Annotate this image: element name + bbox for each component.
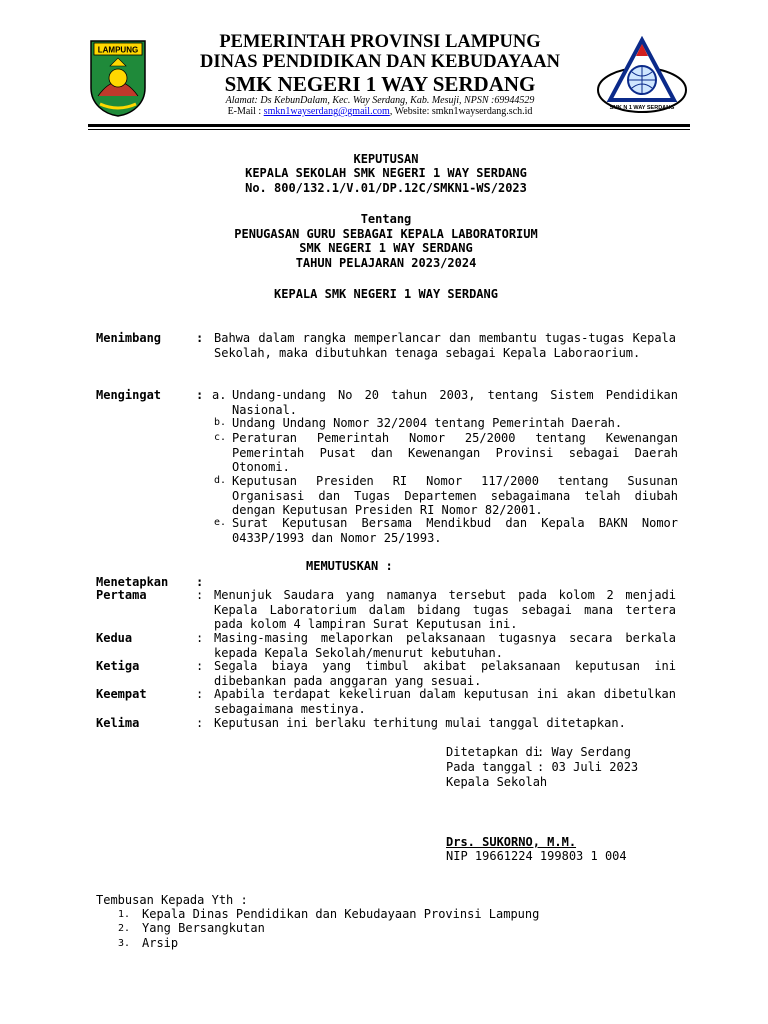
recalling-item-d: Keputusan Presiden RI Nomor 117/2000 tentang Susunan Organisasi dan Tugas Departemen sebagaimana telah diubah dengan Keputusan Presiden RI Nomor 82/2001.	[232, 474, 678, 517]
signing-date-value: : 03 Juli 2023	[537, 760, 639, 774]
considering-label: Menimbang	[96, 331, 162, 345]
copies-item-3: Arsip	[142, 936, 179, 950]
svg-text:LAMPUNG: LAMPUNG	[97, 45, 139, 55]
resolving-heading: MEMUTUSKAN :	[306, 559, 393, 573]
letterhead-government: PEMERINTAH PROVINSI LAMPUNG	[219, 32, 541, 52]
copies-number-3: 3.	[118, 938, 131, 949]
decree-heading: KEPUTUSAN	[353, 152, 419, 166]
signing-place-value: : Way Serdang	[537, 745, 631, 759]
establishing-colon: :	[196, 575, 204, 589]
email-label: E-Mail :	[227, 106, 264, 117]
signing-place-label: Ditetapkan di	[446, 745, 540, 759]
decision-fourth-label: Keempat	[96, 687, 147, 701]
decree-issuer: KEPALA SMK NEGERI 1 WAY SERDANG	[274, 287, 498, 301]
decree-number: No. 800/132.1/V.01/DP.12C/SMKN1-WS/2023	[245, 181, 527, 195]
recalling-item-b: Undang Undang Nomor 32/2004 tentang Pemerintah Daerah.	[232, 416, 623, 430]
decision-first-text: Menunjuk Saudara yang namanya tersebut pada kolom 2 menjadi Kepala Laboratorium dalam bidang tugas sebagai mana tertera pada kolom 4 lampiran Surat Keputusan ini.	[214, 588, 676, 631]
letterhead-rule-thick	[88, 124, 690, 127]
decision-second-text: Masing-masing melaporkan pelaksanaan tugasnya secara berkala kepada Kepala Sekolah/menurut kebutuhan.	[214, 631, 676, 660]
letterhead-school: SMK NEGERI 1 WAY SERDANG	[224, 72, 536, 96]
decision-third-text: Segala biaya yang timbul akibat pelaksanaan keputusan ini dibebankan pada anggaran yang sesuai.	[214, 659, 676, 688]
recalling-marker-c: c.	[214, 432, 227, 443]
signatory-name: Drs. SUKORNO, M.M.	[446, 835, 577, 849]
signatory-role: Kepala Sekolah	[446, 775, 548, 789]
decree-subject-line1: PENUGASAN GURU SEBAGAI KEPALA LABORATORIUM	[234, 227, 538, 241]
decision-third-colon: :	[196, 659, 204, 673]
considering-text: Bahwa dalam rangka memperlancar dan membantu tugas-tugas Kepala Sekolah, maka dibutuhkan tenaga sebagai Kepala Laboraorium.	[214, 331, 676, 360]
lampung-province-emblem	[88, 38, 148, 118]
signing-date-label: Pada tanggal	[446, 760, 533, 774]
copies-heading: Tembusan Kepada Yth :	[96, 893, 248, 907]
decision-fifth-label: Kelima	[96, 716, 140, 730]
school-logo	[596, 36, 688, 116]
decree-issuer-heading: KEPALA SEKOLAH SMK NEGERI 1 WAY SERDANG	[245, 166, 527, 180]
decision-second-colon: :	[196, 631, 204, 645]
recalling-marker-b: b.	[214, 417, 227, 428]
email-link[interactable]: smkn1wayserdang@gmail.com	[263, 106, 390, 117]
decision-second-label: Kedua	[96, 631, 133, 645]
copies-item-2: Yang Bersangkutan	[142, 921, 265, 935]
decree-subject-line2: SMK NEGERI 1 WAY SERDANG	[299, 241, 473, 255]
considering-colon: :	[196, 331, 204, 345]
recalling-marker-d: d.	[214, 475, 227, 486]
about-label: Tentang	[360, 212, 412, 226]
decree-subject-line3: TAHUN PELAJARAN 2023/2024	[295, 256, 477, 270]
establishing-label: Menetapkan	[96, 575, 169, 589]
decision-third-label: Ketiga	[96, 659, 140, 673]
decision-fourth-text: Apabila terdapat kekeliruan dalam keputusan ini akan dibetulkan sebagaimana mestinya.	[214, 687, 676, 716]
decision-first-colon: :	[196, 588, 204, 602]
letterhead-contact	[160, 106, 600, 117]
recalling-item-a: Undang-undang No 20 tahun 2003, tentang Sistem Pendidikan Nasional.	[232, 388, 678, 417]
website-text: , Website: smkn1wayserdang.sch.id	[389, 106, 533, 117]
decision-first-label: Pertama	[96, 588, 147, 602]
signatory-nip: NIP 19661224 199803 1 004	[446, 849, 627, 863]
copies-number-1: 1.	[118, 909, 131, 920]
copies-item-1: Kepala Dinas Pendidikan dan Kebudayaan Provinsi Lampung	[142, 907, 540, 921]
recalling-marker-e: e.	[214, 517, 227, 528]
decision-fourth-colon: :	[196, 687, 204, 701]
svg-text:SMK N 1 WAY SERDANG: SMK N 1 WAY SERDANG	[609, 105, 675, 111]
recalling-item-c: Peraturan Pemerintah Nomor 25/2000 tentang Kewenangan Pemerintah Pusat dan Kewenangan Provinsi sebagai Daerah Otonomi.	[232, 431, 678, 474]
letterhead-rule-thin	[88, 129, 690, 130]
letterhead-department: DINAS PENDIDIKAN DAN KEBUDAYAAN	[200, 52, 560, 72]
letterhead-address: Alamat: Ds KebunDalam, Kec. Way Serdang, Kab. Mesuji, NPSN :69944529	[225, 95, 535, 106]
recalling-label: Mengingat	[96, 388, 162, 402]
recalling-colon: :	[196, 388, 204, 402]
decision-fifth-colon: :	[196, 716, 204, 730]
recalling-marker-a: a.	[212, 388, 227, 402]
copies-number-2: 2.	[118, 923, 131, 934]
decision-fifth-text: Keputusan ini berlaku terhitung mulai tanggal ditetapkan.	[214, 716, 626, 730]
recalling-item-e: Surat Keputusan Bersama Mendikbud dan Kepala BAKN Nomor 0433P/1993 dan Nomor 25/1993.	[232, 516, 678, 545]
